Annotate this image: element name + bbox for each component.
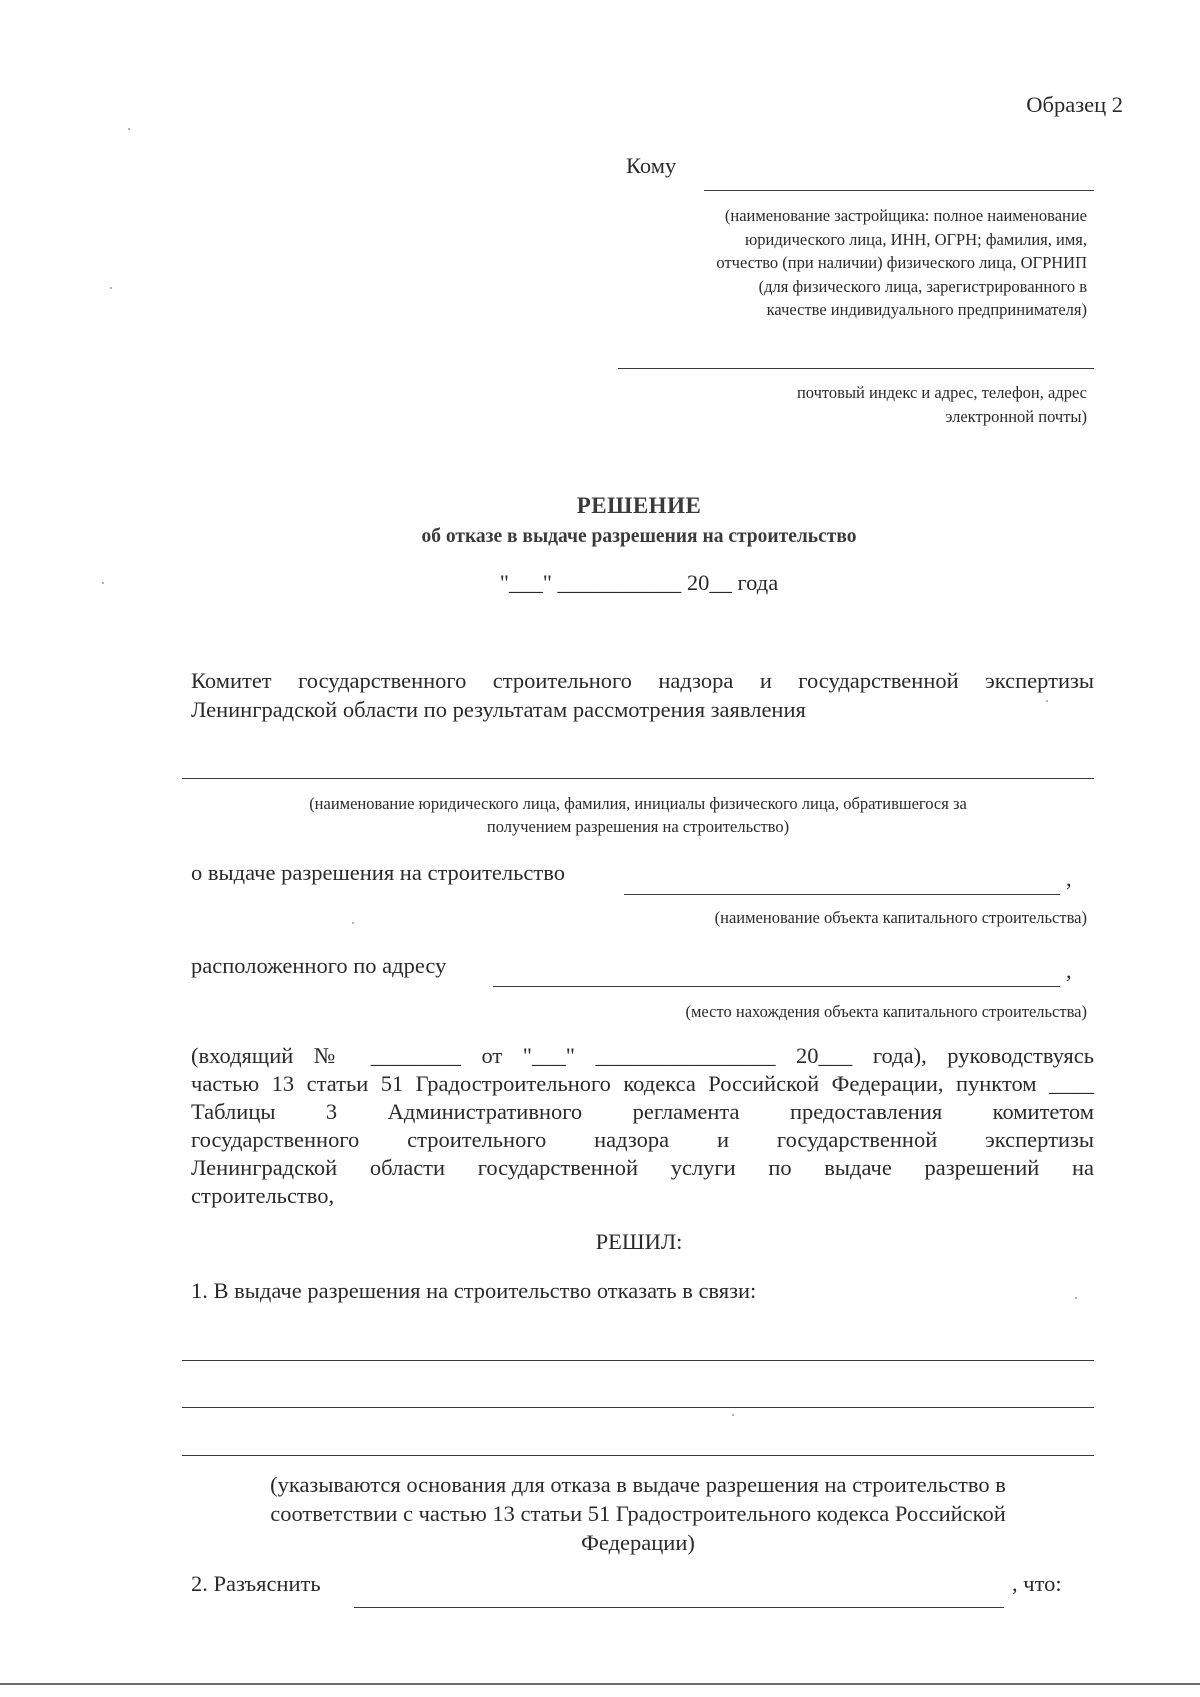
applicant-note-line: получением разрешения на строительство) xyxy=(486,816,790,836)
address-note-line: электронной почты) xyxy=(945,407,1087,426)
scan-speck xyxy=(102,582,104,584)
document-subtitle: об отказе в выдаче разрешения на строительство xyxy=(421,526,857,547)
reference-line-5: Ленинградской области государственной услуги по выдаче разрешений на xyxy=(191,1155,1094,1180)
applicant-note xyxy=(182,793,1094,838)
reference-line-4: государственного строительного надзора и государственной экспертизы xyxy=(191,1127,1094,1152)
grounds-note-line: (указываются основания для отказа в выдаче разрешения на строительство в xyxy=(270,1472,1006,1497)
date-line: "___" ___________ 20__ года xyxy=(499,570,779,595)
address-note xyxy=(797,381,1087,429)
applicant-note-line: (наименование юридического лица, фамилия, инициалы физического лица, обратившегося за xyxy=(309,794,967,813)
grounds-line-1 xyxy=(182,1360,1094,1361)
reference-line-2: частью 13 статьи 51 Градостроительного кодекса Российской Федерации, пунктом ____ xyxy=(191,1071,1094,1096)
permit-label: о выдаче разрешения на строительство xyxy=(191,860,565,885)
location-line xyxy=(493,986,1060,987)
intro-line-1: Комитет государственного строительного надзора и государственной экспертизы xyxy=(191,668,1094,693)
to-note xyxy=(716,204,1087,322)
address-note-line: почтовый индекс и адрес, телефон, адрес xyxy=(796,383,1087,402)
grounds-note xyxy=(182,1470,1094,1557)
reference-line-6: строительство, xyxy=(191,1183,335,1208)
to-note-line: (для физического лица, зарегистрированного в xyxy=(758,276,1087,296)
address-label: расположенного по адресу xyxy=(191,953,447,978)
location-note: (место нахождения объекта капитального строительства) xyxy=(685,1002,1087,1021)
address-comma: , xyxy=(1066,958,1072,983)
grounds-note-line: Федерации) xyxy=(581,1530,695,1555)
document-title: РЕШЕНИЕ xyxy=(576,493,702,518)
item-2-suffix: , что: xyxy=(1012,1571,1062,1596)
grounds-line-2 xyxy=(182,1407,1094,1408)
reference-line-3: Таблицы 3 Административного регламента предоставления комитетом xyxy=(191,1099,1094,1124)
grounds-note-line: соответствии с частью 13 статьи 51 Градостроительного кодекса Российской xyxy=(270,1501,1006,1526)
to-note-line: качестве индивидуального предпринимателя) xyxy=(766,300,1087,319)
decided-heading: РЕШИЛ: xyxy=(595,1229,683,1254)
object-note: (наименование объекта капитального строительства) xyxy=(714,908,1087,927)
permit-comma: , xyxy=(1066,866,1072,891)
item-1: 1. В выдаче разрешения на строительство отказать в связи: xyxy=(191,1278,757,1303)
address-line xyxy=(618,368,1094,369)
scan-speck xyxy=(352,922,354,924)
scan-speck xyxy=(128,128,130,130)
scan-speck xyxy=(110,287,112,289)
to-note-line: юридического лица, ИНН, ОГРН; фамилия, имя, xyxy=(744,229,1087,249)
reference-line-1: (входящий № ________ от "___" ________________ 20___ года), руководствуясь xyxy=(191,1043,1094,1068)
to-line xyxy=(704,190,1094,191)
scan-speck xyxy=(1075,1297,1077,1299)
object-line xyxy=(624,894,1060,895)
scan-edge xyxy=(0,1683,1200,1685)
sample-label: Образец 2 xyxy=(1026,92,1123,117)
intro-line-2: Ленинградской области по результатам рассмотрения заявления xyxy=(191,697,806,722)
scan-speck xyxy=(1046,700,1048,702)
applicant-line xyxy=(182,778,1094,779)
to-note-line: (наименование застройщика: полное наименование xyxy=(724,206,1087,225)
to-label: Кому xyxy=(626,153,677,178)
item-2-line xyxy=(354,1607,1004,1608)
scan-speck xyxy=(732,1414,734,1416)
grounds-line-3 xyxy=(182,1455,1094,1456)
item-2-label: 2. Разъяснить xyxy=(191,1571,321,1596)
to-note-line: отчество (при наличии) физического лица, ОГРНИП xyxy=(716,253,1087,272)
